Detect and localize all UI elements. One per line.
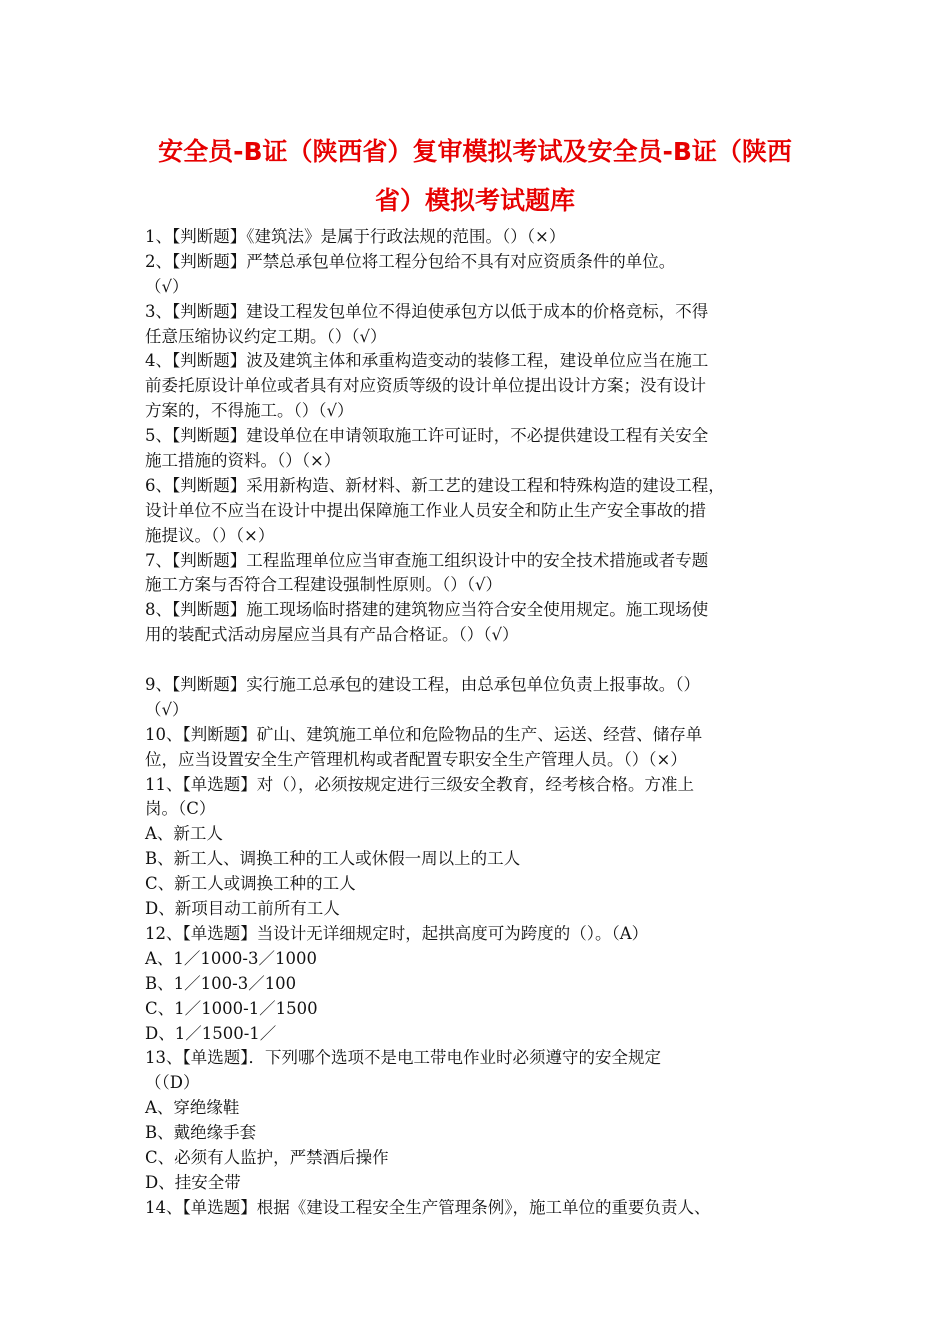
text-line: B、戴绝缘手套	[145, 1123, 257, 1143]
text-line: 6、【判断题】采用新构造、新材料、新工艺的建设工程和特殊构造的建设工程，	[145, 475, 725, 495]
text-line: 施工措施的资料。（）（×）	[145, 451, 341, 471]
text-line: 7、【判断题】工程监理单位应当审查施工组织设计中的安全技术措施或者专题	[145, 550, 709, 570]
text-line: 方案的，不得施工。（）（√）	[145, 401, 354, 421]
text-line	[145, 648, 810, 673]
text-line: （（D）	[145, 1073, 200, 1093]
text-line: C、新工人或调换工种的工人	[145, 874, 356, 894]
document-title-line-1: 安全员-B证（陕西省）复审模拟考试及安全员-B证（陕西	[158, 137, 792, 166]
text-line: 3、【判断题】建设工程发包单位不得迫使承包方以低于成本的价格竞标，不得	[145, 301, 709, 321]
text-line: 12、【单选题】当设计无详细规定时，起拱高度可为跨度的（）。（A）	[145, 923, 649, 943]
text-line: 设计单位不应当在设计中提出保障施工作业人员安全和防止生产安全事故的措	[145, 500, 706, 520]
document-title-line-2: 省）模拟考试题库	[374, 186, 575, 215]
text-line: 任意压缩协议约定工期。（）（√）	[145, 326, 387, 346]
text-line: 4、【判断题】波及建筑主体和承重构造变动的装修工程，建设单位应当在施工	[145, 351, 709, 371]
text-line: C、1／1000-1／1500	[145, 998, 318, 1018]
text-line: （√）	[145, 699, 189, 719]
text-line: 5、【判断题】建设单位在申请领取施工许可证时，不必提供建设工程有关安全	[145, 426, 709, 446]
text-line: 位，应当设置安全生产管理机构或者配置专职安全生产管理人员。（）（×）	[145, 749, 687, 769]
text-line: B、1／100-3／100	[145, 973, 297, 993]
text-line: D、新项目动工前所有工人	[145, 899, 340, 919]
question-list	[145, 225, 810, 1221]
text-line: D、挂安全带	[145, 1172, 241, 1192]
text-line: 8、【判断题】施工现场临时搭建的建筑物应当符合安全使用规定。施工现场使	[145, 600, 709, 620]
text-line: 13、【单选题】．下列哪个选项不是电工带电作业时必须遵守的安全规定	[145, 1048, 661, 1068]
text-line: B、新工人、调换工种的工人或休假一周以上的工人	[145, 849, 521, 869]
text-line: 2、【判断题】严禁总承包单位将工程分包给不具有对应资质条件的单位。	[145, 251, 676, 271]
text-line: A、穿绝缘鞋	[145, 1098, 240, 1118]
text-line: 14、【单选题】根据《建设工程安全生产管理条例》，施工单位的重要负责人、	[145, 1197, 711, 1217]
text-line: 1、【判断题】《建筑法》是属于行政法规的范围。（）（×）	[145, 227, 566, 246]
text-line: 用的装配式活动房屋应当具有产品合格证。（）（√）	[145, 625, 519, 645]
text-line: 前委托原设计单位或者具有对应资质等级的设计单位提出设计方案；没有设计	[145, 376, 706, 396]
text-line: 10、【判断题】矿山、建筑施工单位和危险物品的生产、运送、经营、储存单	[145, 724, 703, 744]
text-line: A、新工人	[145, 824, 223, 844]
text-line: 11、【单选题】对（），必须按规定进行三级安全教育，经考核合格。方准上	[145, 774, 694, 794]
text-line: （√）	[145, 276, 189, 296]
text-line: D、1／1500-1／	[145, 1023, 277, 1043]
text-line: C、必须有人监护，严禁酒后操作	[145, 1147, 389, 1167]
text-line: 施工方案与否符合工程建设强制性原则。（）（√）	[145, 575, 503, 595]
text-line: A、1／1000-3／1000	[145, 948, 317, 968]
text-line: 岗。（C）	[145, 799, 216, 819]
text-line: 施提议。（）（×）	[145, 525, 275, 545]
text-line: 9、【判断题】实行施工总承包的建设工程，由总承包单位负责上报事故。（）	[145, 675, 700, 695]
